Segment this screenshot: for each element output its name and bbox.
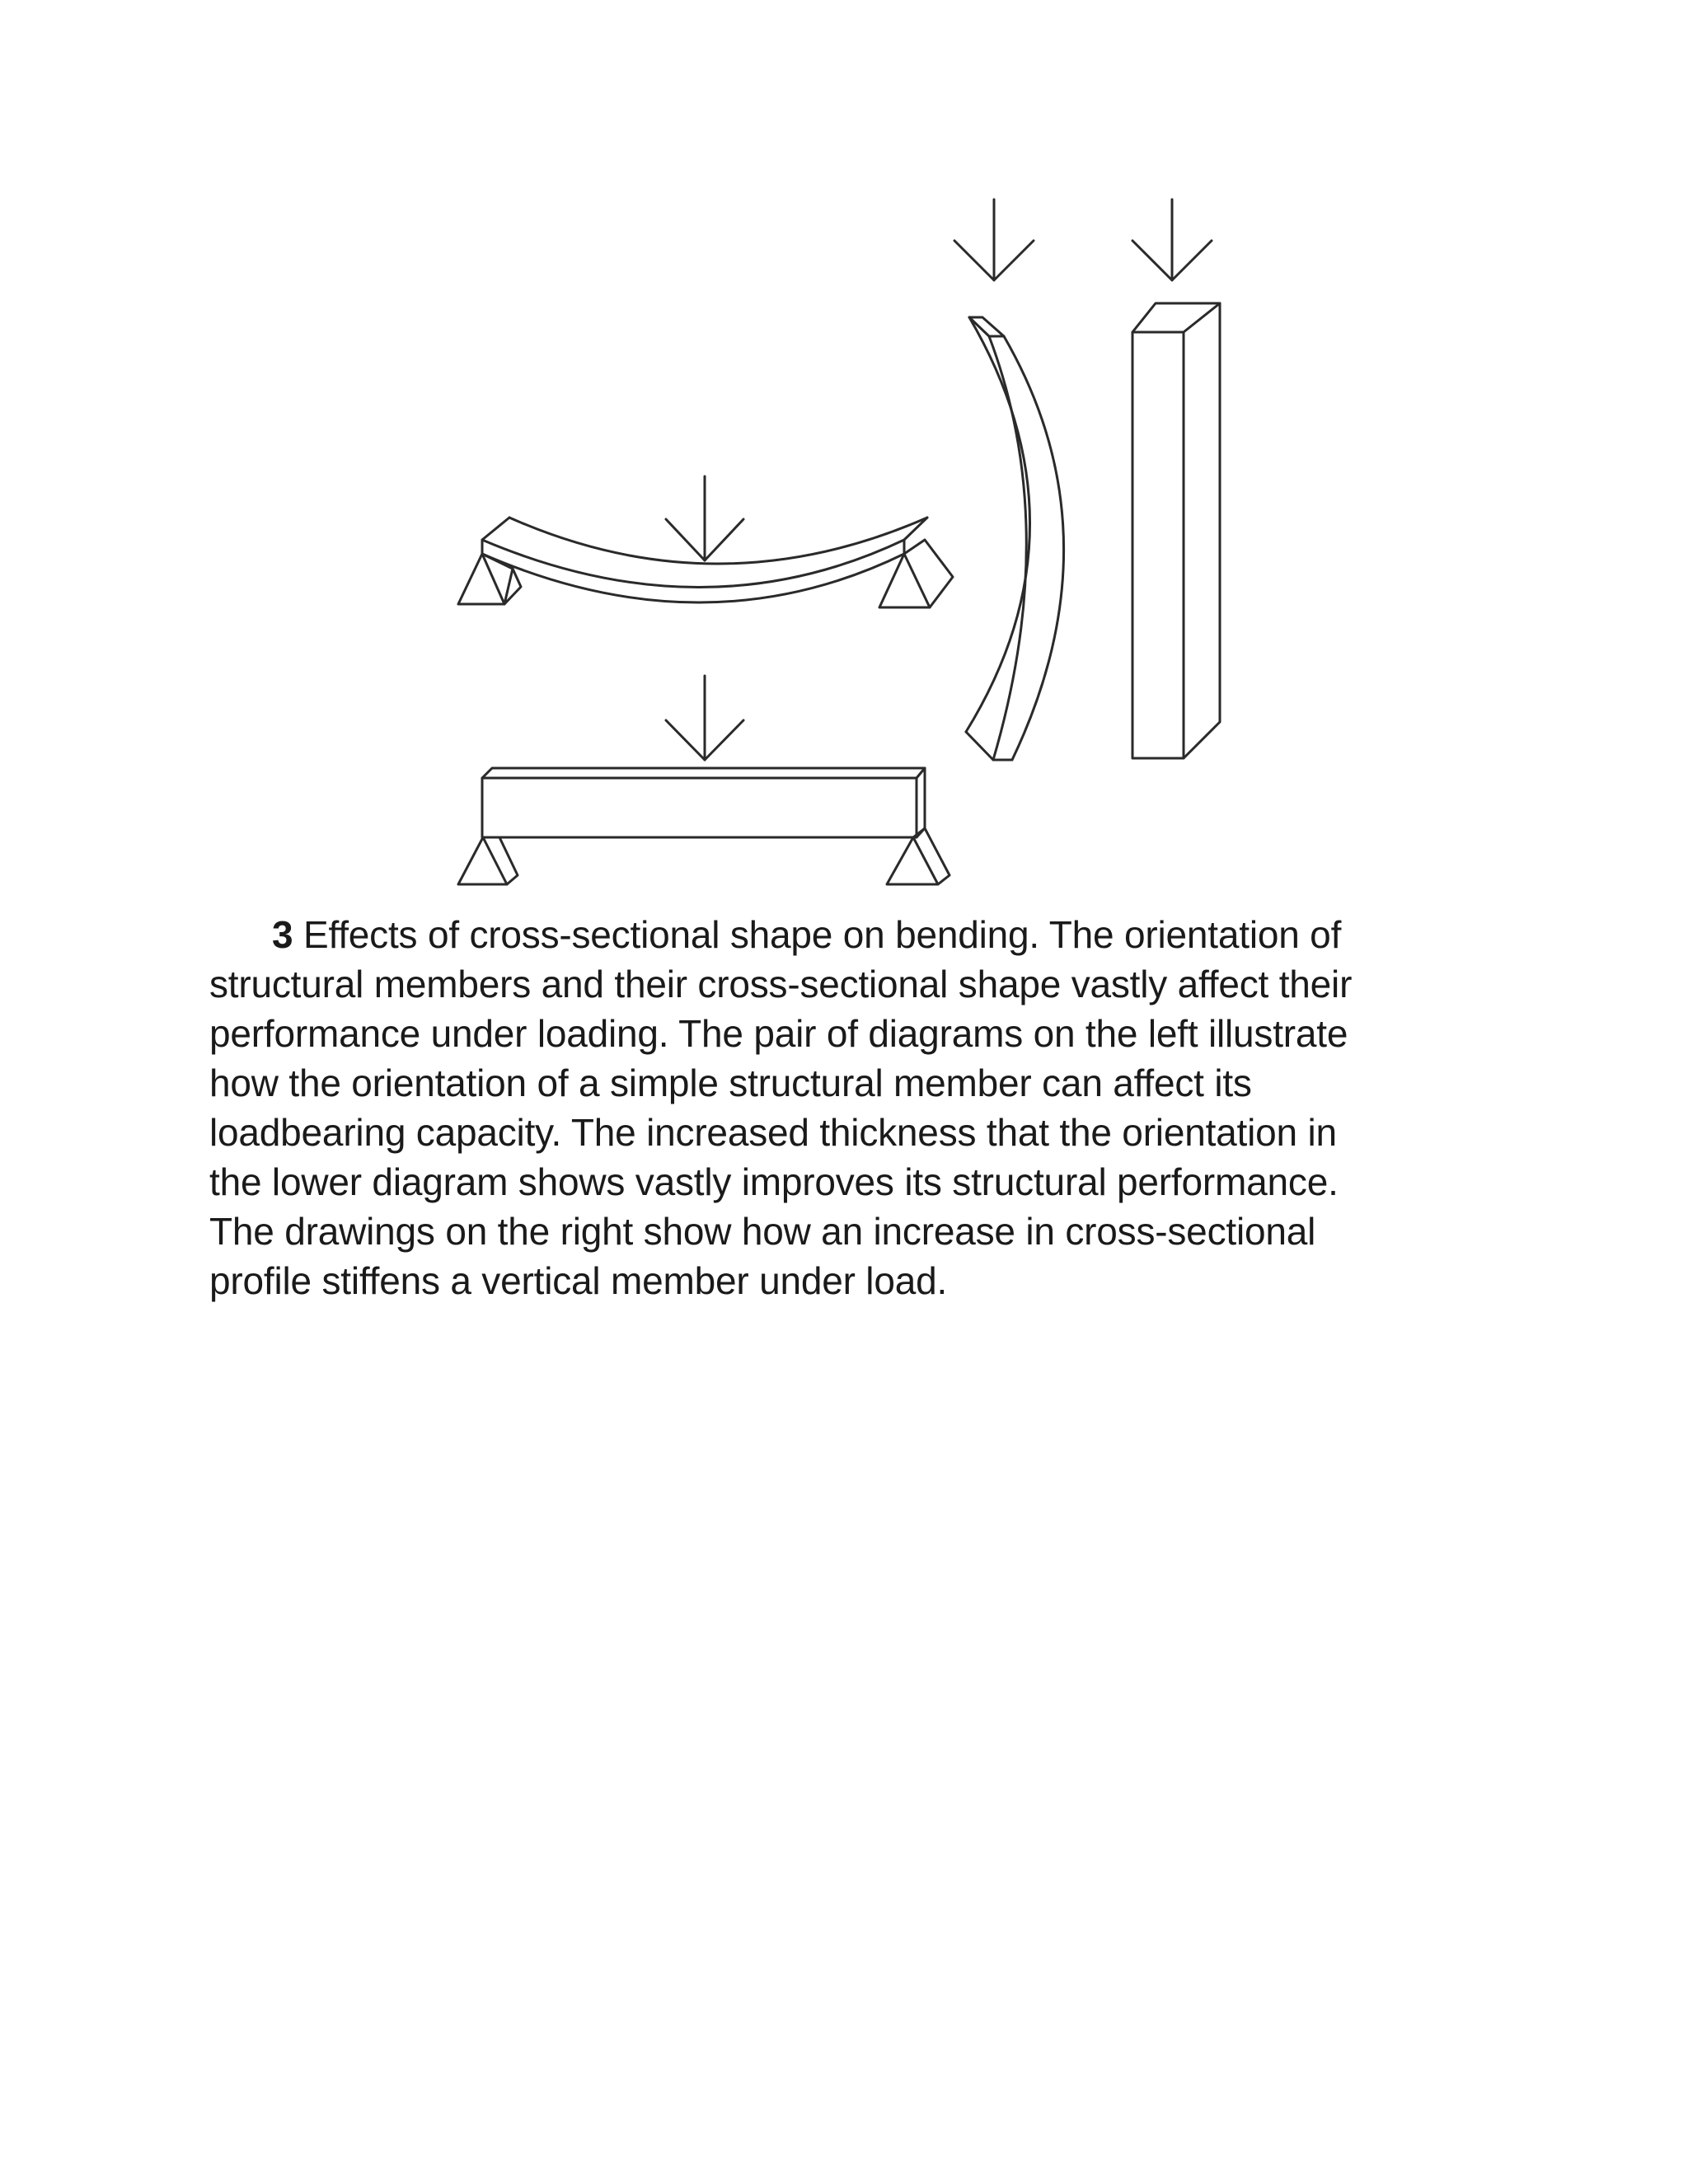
- load-arrow-lower-left: [666, 676, 743, 760]
- buckled-thin-column: [966, 317, 1064, 760]
- buckled-thin-column-diagram: [954, 199, 1064, 760]
- caption-text-1: Effects of cross-sectional shape on bending. The orientation of: [302, 913, 1342, 956]
- caption-line-2: structural members and their cross-sectional shape vastly affect their: [209, 963, 1353, 1005]
- support-right-upper: [879, 540, 953, 607]
- figure-number: 3: [272, 913, 293, 956]
- caption-line-3: performance under loading. The pair of diagrams on the left illustrate: [209, 1012, 1348, 1055]
- stiff-thick-column: [1132, 303, 1220, 758]
- bending-illustration: [0, 0, 1688, 907]
- caption-line-4: how the orientation of a simple structural member can affect its: [209, 1062, 1252, 1104]
- deep-beam-diagram: [458, 676, 950, 884]
- deep-beam: [482, 768, 925, 837]
- bent-flat-beam-diagram: [458, 476, 953, 607]
- load-arrow-upper-left: [666, 476, 743, 560]
- figure-caption: [209, 910, 1479, 1305]
- bending-diagrams-svg: [0, 0, 1688, 907]
- caption-line-7: The drawings on the right show how an increase in cross-sectional: [209, 1210, 1316, 1253]
- caption-line-6: the lower diagram shows vastly improves its structural performance.: [209, 1160, 1339, 1203]
- caption-line-1: [209, 910, 1479, 959]
- support-left-lower: [458, 837, 518, 884]
- caption-line-5: loadbearing capacity. The increased thickness that the orientation in: [209, 1111, 1337, 1154]
- caption-line-8: profile stiffens a vertical member under load.: [209, 1259, 948, 1302]
- load-arrow-stiff-column: [1132, 199, 1212, 280]
- support-left-upper: [458, 554, 521, 604]
- stiff-thick-column-diagram: [1132, 199, 1220, 758]
- load-arrow-buckled-column: [954, 199, 1034, 280]
